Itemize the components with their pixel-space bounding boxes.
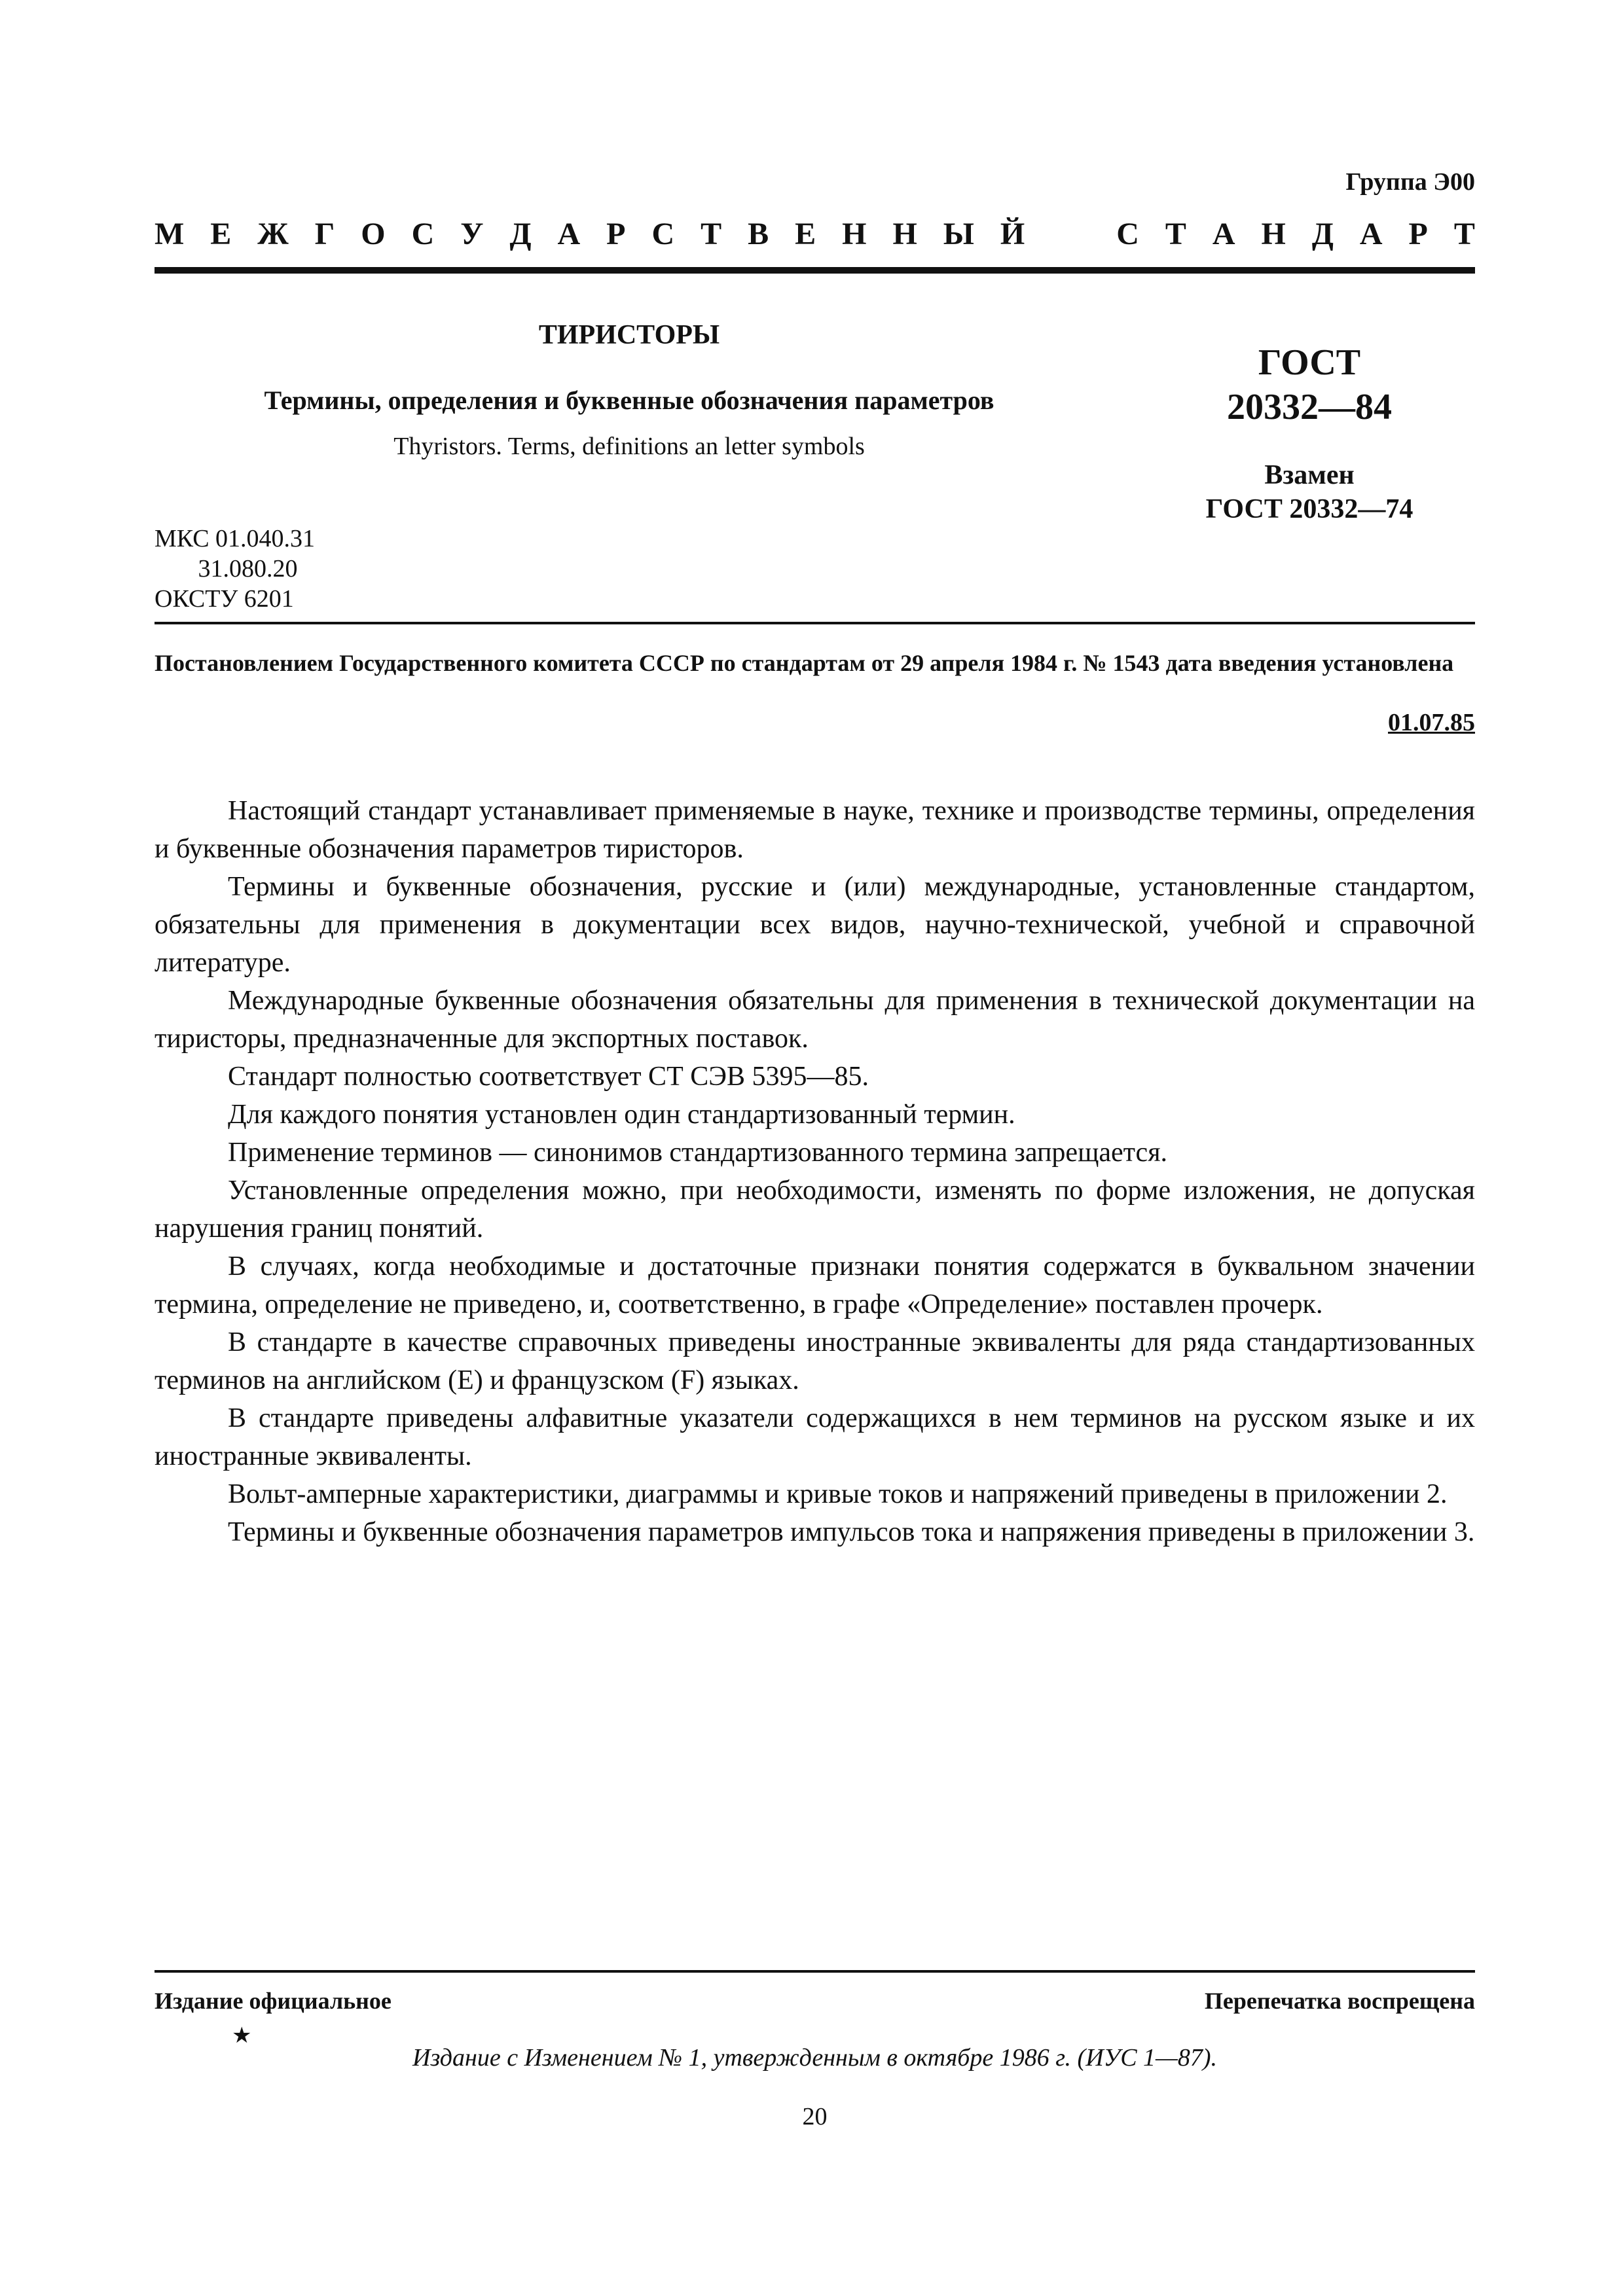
replaces-code: ГОСТ 20332—74 xyxy=(1205,494,1413,524)
paragraph: Термины и буквенные обозначения параметров импульсов тока и напряжения приведены в приложении 3. xyxy=(228,1517,1475,1547)
group-label: Группа Э00 xyxy=(1345,168,1475,196)
official-edition-label: Издание официальное xyxy=(155,1988,392,2014)
body-text xyxy=(155,792,1475,1551)
banner-letter: А xyxy=(1212,217,1235,251)
banner-letter: Е xyxy=(210,217,232,251)
paragraph: Для каждого понятия установлен один стандартизованный термин. xyxy=(228,1100,1015,1130)
banner-letter: Р xyxy=(1408,217,1428,251)
document-title: ТИРИСТОРЫ xyxy=(538,320,720,350)
header-rule xyxy=(155,267,1475,274)
banner-letter: Ж xyxy=(257,217,289,251)
banner-letter: Т xyxy=(701,217,722,251)
amendment-note: Издание с Изменением № 1, утвержденным в октябре 1986 г. (ИУС 1—87). xyxy=(412,2044,1217,2072)
paragraph: Настоящий стандарт устанавливает применяемые в науке, технике и производстве термины, определения и буквенные обозначения параметров тиристоров. xyxy=(155,796,1475,864)
banner-letter: Е xyxy=(795,217,816,251)
okstu-code: ОКСТУ 6201 xyxy=(155,585,294,613)
banner-letter: А xyxy=(557,217,581,251)
decree-text: Постановлением Государственного комитета СССР по стандартам от 29 апреля 1984 г. № 1543 дата введения установлена xyxy=(155,650,1454,676)
paragraph: В стандарте в качестве справочных приведены иностранные эквиваленты для ряда стандартизованных терминов на английском (Е) и французском (F) языках. xyxy=(155,1327,1475,1395)
banner-gap xyxy=(1051,216,1090,252)
replaces-label: Взамен xyxy=(1264,460,1355,490)
gost-label: ГОСТ xyxy=(1258,342,1361,383)
banner-letter: Г xyxy=(314,217,335,251)
paragraph: Применение терминов — синонимов стандартизованного термина запрещается. xyxy=(228,1138,1168,1168)
banner-letter: Н xyxy=(1261,217,1286,251)
banner-letter: Д xyxy=(509,217,532,251)
paragraph: В стандарте приведены алфавитные указатели содержащихся в нем терминов на русском языке и их иностранные эквиваленты. xyxy=(155,1403,1475,1471)
paragraph: Международные буквенные обозначения обязательны для применения в технической документации на тиристоры, предназначенные для экспортных поставок. xyxy=(155,986,1475,1054)
interstate-standard-banner xyxy=(155,216,1475,252)
banner-letter: С xyxy=(411,217,435,251)
page-number: 20 xyxy=(802,2103,828,2130)
banner-letter: Й xyxy=(1000,217,1025,251)
banner-letter: Н xyxy=(842,217,867,251)
reprint-prohibited-label: Перепечатка воспрещена xyxy=(1204,1988,1475,2014)
paragraph: В случаях, когда необходимые и достаточные признаки понятия содержатся в буквальном значении термина, определение не приведено, и, соответственно, в графе «Определение» поставлен прочерк. xyxy=(155,1251,1475,1319)
banner-letter: В xyxy=(748,217,769,251)
classification-codes xyxy=(155,524,315,614)
mks-code-secondary: 31.080.20 xyxy=(155,555,298,583)
mks-code: МКС 01.040.31 xyxy=(155,525,316,552)
document-subtitle: Термины, определения и буквенные обозначения параметров xyxy=(264,386,994,415)
paragraph: Установленные определения можно, при необходимости, изменять по форме изложения, не допуская нарушения границ понятий. xyxy=(155,1175,1475,1244)
banner-letter: Т xyxy=(1165,217,1186,251)
banner-letter: М xyxy=(155,217,185,251)
banner-letter: Н xyxy=(892,217,917,251)
footer-rule xyxy=(155,1970,1475,1973)
paragraph: Стандарт полностью соответствует СТ СЭВ 5395—85. xyxy=(228,1062,869,1092)
banner-letter: Т xyxy=(1453,217,1475,251)
section-rule xyxy=(155,622,1475,624)
paragraph: Термины и буквенные обозначения, русские и (или) международные, установленные стандартом, обязательны для применения в документации всех видов, научно-технической, учебной и справочной литературе. xyxy=(155,872,1475,978)
banner-letter: Р xyxy=(606,217,626,251)
gost-number xyxy=(1178,340,1440,429)
banner-letter: Ы xyxy=(943,217,974,251)
star-icon: ★ xyxy=(232,2024,252,2048)
gost-code: 20332—84 xyxy=(1227,387,1392,427)
banner-letter: У xyxy=(460,217,484,251)
banner-letter: С xyxy=(1116,217,1139,251)
banner-letter: Д xyxy=(1311,217,1334,251)
banner-letter: С xyxy=(651,217,675,251)
banner-letter: О xyxy=(361,217,386,251)
paragraph: Вольт-амперные характеристики, диаграммы и кривые токов и напряжений приведены в приложении 2. xyxy=(228,1479,1448,1509)
replaces-block xyxy=(1152,458,1467,526)
effective-date: 01.07.85 xyxy=(1388,709,1475,736)
banner-letter: А xyxy=(1359,217,1383,251)
document-subtitle-english: Thyristors. Terms, definitions an letter symbols xyxy=(393,433,865,460)
